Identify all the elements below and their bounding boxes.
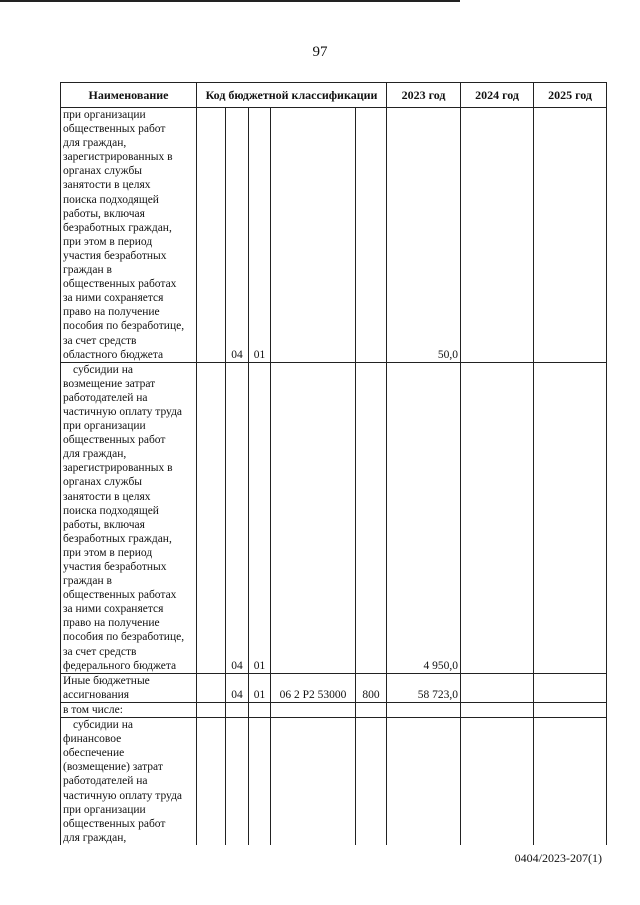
name-line: граждан в	[63, 575, 112, 588]
header-row	[61, 83, 607, 108]
name-line: за ними сохраняется	[63, 292, 164, 305]
csr-cell	[271, 108, 356, 363]
name-line: при этом в период	[63, 546, 153, 559]
header-2024: 2024 год	[461, 83, 534, 108]
vr-cell	[356, 702, 387, 717]
name-line: в том числе:	[63, 703, 123, 716]
pr-cell	[249, 702, 271, 717]
vr-cell: 800	[356, 673, 387, 702]
pr-cell	[249, 718, 271, 845]
gap-cell	[197, 108, 226, 363]
pr-cell: 01	[249, 362, 271, 673]
name-line: общественных работ	[63, 817, 166, 830]
name-line: за счет средств	[63, 645, 137, 658]
top-rule	[0, 0, 460, 2]
value-2023: 58 723,0	[387, 673, 461, 702]
name-line: зарегистрированных в	[63, 151, 173, 164]
vr-cell	[356, 718, 387, 845]
rz-cell	[226, 718, 249, 845]
rz-cell	[226, 702, 249, 717]
name-line: работы, включая	[63, 207, 145, 220]
value-2025	[534, 702, 607, 717]
name-line: за счет средств	[63, 334, 137, 347]
name-line: работы, включая	[63, 518, 145, 531]
budget-table	[60, 82, 607, 845]
name-line: работодателей на	[63, 775, 148, 788]
value-2025	[534, 362, 607, 673]
name-line: финансовое	[63, 733, 122, 746]
name-line: субсидии на	[73, 363, 133, 376]
page-number: 97	[312, 44, 328, 60]
name-line: право на получение	[63, 617, 160, 630]
vr-cell	[356, 108, 387, 363]
name-line: зарегистрированных в	[63, 462, 173, 475]
name-line: областного бюджета	[63, 348, 164, 361]
name-line: при организации	[63, 803, 146, 816]
vr-cell	[356, 362, 387, 673]
name-line: пособия по безработице,	[63, 631, 185, 644]
name-line: при организации	[63, 420, 146, 433]
csr-cell	[271, 718, 356, 845]
rz-cell: 04	[226, 673, 249, 702]
value-2025	[534, 673, 607, 702]
value-2024	[461, 702, 534, 717]
name-line: работодателей на	[63, 391, 148, 404]
row-name-cell	[61, 702, 197, 717]
row-name-cell	[61, 362, 197, 673]
value-2023: 50,0	[387, 108, 461, 363]
name-line: общественных работ	[63, 434, 166, 447]
value-2024	[461, 362, 534, 673]
gap-cell	[197, 718, 226, 845]
name-line: пособия по безработице,	[63, 320, 185, 333]
table-row	[61, 108, 607, 363]
row-name-cell	[61, 673, 197, 702]
name-line: органах службы	[63, 165, 143, 178]
name-line: обеспечение	[63, 747, 125, 760]
name-line: частичную оплату труда	[63, 405, 183, 418]
name-line: общественных работ	[63, 123, 166, 136]
table-row	[61, 362, 607, 673]
document-code: 0404/2023-207(1)	[514, 851, 602, 865]
value-2025	[534, 108, 607, 363]
table-row	[61, 702, 607, 717]
header-name: Наименование	[61, 83, 197, 108]
name-line: субсидии на	[73, 719, 133, 732]
header-2025: 2025 год	[534, 83, 607, 108]
name-line: (возмещение) затрат	[63, 761, 163, 774]
pr-cell: 01	[249, 673, 271, 702]
csr-cell	[271, 702, 356, 717]
name-line: поиска подходящей	[63, 504, 159, 517]
table-row	[61, 718, 607, 845]
rz-cell: 04	[226, 108, 249, 363]
value-2023: 4 950,0	[387, 362, 461, 673]
row-name	[63, 703, 194, 717]
csr-cell	[271, 362, 356, 673]
name-line: участия безработных	[63, 561, 167, 573]
csr-cell: 06 2 Р2 53000	[271, 673, 356, 702]
name-line: безработных граждан,	[63, 532, 172, 545]
name-line: при этом в период	[63, 235, 153, 248]
gap-cell	[197, 673, 226, 702]
value-2025	[534, 718, 607, 845]
name-line: участия безработных	[63, 249, 167, 262]
value-2024	[461, 718, 534, 845]
rz-cell: 04	[226, 362, 249, 673]
name-line: за ними сохраняется	[63, 603, 164, 616]
table-row	[61, 673, 607, 702]
value-2024	[461, 673, 534, 702]
name-line: федерального бюджета	[63, 659, 177, 672]
header-code: Код бюджетной классификации	[197, 83, 387, 108]
name-line: занятости в целях	[63, 179, 151, 192]
name-line: общественных работах	[63, 278, 177, 291]
name-line: ассигнования	[63, 688, 130, 701]
name-line: граждан в	[63, 264, 112, 277]
row-name-cell	[61, 718, 197, 845]
name-line: занятости в целях	[63, 490, 151, 503]
value-2023	[387, 718, 461, 845]
name-line: общественных работах	[63, 589, 177, 602]
row-name	[63, 108, 194, 362]
name-line: безработных граждан,	[63, 221, 172, 234]
name-line: для граждан,	[63, 448, 127, 461]
row-name	[63, 718, 194, 845]
row-name	[63, 674, 194, 702]
name-line: для граждан,	[63, 831, 127, 844]
name-line: органах службы	[63, 476, 143, 489]
pr-cell: 01	[249, 108, 271, 363]
row-name-cell	[61, 108, 197, 363]
name-line: при организации	[63, 109, 146, 121]
row-name	[63, 363, 194, 673]
gap-cell	[197, 702, 226, 717]
header-2023: 2023 год	[387, 83, 461, 108]
name-line: частичную оплату труда	[63, 789, 183, 802]
value-2024	[461, 108, 534, 363]
name-line: возмещение затрат	[63, 377, 156, 390]
value-2023	[387, 702, 461, 717]
name-line: право на получение	[63, 306, 160, 319]
name-line: Иные бюджетные	[63, 674, 150, 687]
name-line: для граждан,	[63, 137, 127, 150]
gap-cell	[197, 362, 226, 673]
name-line: поиска подходящей	[63, 193, 159, 206]
